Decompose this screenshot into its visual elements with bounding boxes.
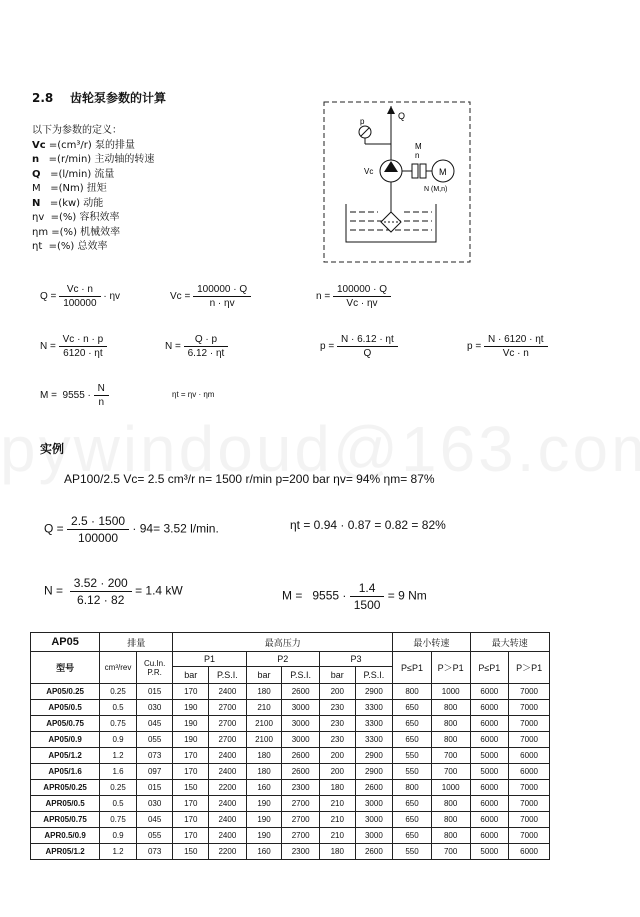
table-cell: 0.9: [100, 732, 137, 748]
p2-bar-header: bar: [246, 667, 282, 684]
torque-label: M: [415, 142, 422, 151]
table-cell: 170: [173, 764, 209, 780]
model-cell: AP05/0.9: [31, 732, 100, 748]
table-cell: 1000: [431, 684, 470, 700]
table-cell: 3000: [355, 812, 393, 828]
motor-symbol: M: [439, 167, 447, 177]
table-cell: 6000: [509, 764, 550, 780]
definitions-intro: 以下为参数的定义：: [32, 125, 122, 136]
disp-cuin-header: Cu.In. P.R.: [136, 652, 173, 684]
table-cell: 650: [393, 716, 432, 732]
model-cell: APR05/0.5: [31, 796, 100, 812]
table-row: [31, 812, 550, 828]
table-cell: 0.5: [100, 796, 137, 812]
table-cell: 2200: [209, 844, 247, 860]
max-speed-header: 最大转速: [470, 633, 550, 652]
table-cell: 180: [246, 748, 282, 764]
table-cell: 170: [173, 812, 209, 828]
table-cell: 2600: [282, 684, 320, 700]
table-cell: 3000: [282, 700, 320, 716]
table-cell: 0.25: [100, 684, 137, 700]
table-cell: 6000: [509, 748, 550, 764]
table-cell: 5000: [470, 764, 509, 780]
table-cell: 7000: [509, 812, 550, 828]
table-cell: 1.2: [100, 844, 137, 860]
model-cell: AP05/1.6: [31, 764, 100, 780]
definition-item: ηt =(%) 总效率: [32, 241, 108, 252]
table-cell: 170: [173, 684, 209, 700]
displacement-header: 排量: [100, 633, 173, 652]
table-cell: 190: [246, 828, 282, 844]
table-row: [31, 796, 550, 812]
table-cell: 2900: [355, 684, 393, 700]
model-cell: AP05/1.2: [31, 748, 100, 764]
table-cell: 3300: [355, 716, 393, 732]
table-cell: 550: [393, 764, 432, 780]
table-row: [31, 700, 550, 716]
table-cell: 170: [173, 828, 209, 844]
table-cell: 230: [319, 732, 355, 748]
table-cell: 2700: [282, 828, 320, 844]
definition-item: N =(kw) 动能: [32, 197, 104, 209]
table-cell: 2600: [355, 844, 393, 860]
table-cell: 800: [431, 828, 470, 844]
table-row: [31, 780, 550, 796]
max-pressure-header: 最高压力: [173, 633, 393, 652]
table-cell: 230: [319, 716, 355, 732]
table-cell: 1.6: [100, 764, 137, 780]
model-cell: AP05/0.75: [31, 716, 100, 732]
table-cell: 055: [136, 828, 173, 844]
table-cell: 160: [246, 780, 282, 796]
table-cell: 2700: [209, 732, 247, 748]
table-cell: 800: [431, 812, 470, 828]
table-cell: 2600: [282, 764, 320, 780]
table-cell: 1.2: [100, 748, 137, 764]
definition-item: Q =(l/min) 流量: [32, 168, 115, 180]
p1-bar-header: bar: [173, 667, 209, 684]
table-cell: 800: [431, 796, 470, 812]
p3-header: P3: [319, 652, 392, 667]
table-row: [31, 764, 550, 780]
coupling-icon: [412, 164, 418, 178]
table-cell: 6000: [470, 780, 509, 796]
table-cell: 210: [319, 828, 355, 844]
table-cell: 7000: [509, 732, 550, 748]
p3-bar-header: bar: [319, 667, 355, 684]
table-cell: 2600: [355, 780, 393, 796]
table-cell: 800: [431, 700, 470, 716]
table-cell: 055: [136, 732, 173, 748]
table-cell: 045: [136, 812, 173, 828]
definition-item: M =(Nm) 扭矩: [32, 183, 107, 194]
table-cell: 6000: [470, 812, 509, 828]
table-cell: 0.75: [100, 812, 137, 828]
model-cell: AP05/0.5: [31, 700, 100, 716]
definition-item: ηm =(%) 机械效率: [32, 226, 121, 238]
table-cell: 7000: [509, 700, 550, 716]
table-cell: 2400: [209, 796, 247, 812]
table-cell: 3000: [282, 732, 320, 748]
table-cell: 180: [319, 844, 355, 860]
table-cell: 800: [431, 732, 470, 748]
table-cell: 015: [136, 780, 173, 796]
speed-label: n: [415, 151, 420, 160]
table-cell: 210: [319, 812, 355, 828]
pump-circuit-diagram: [318, 100, 478, 270]
definition-item: n =(r/min) 主动轴的转速: [32, 154, 155, 165]
table-cell: 170: [173, 796, 209, 812]
spec-table: [30, 632, 550, 860]
table-cell: 045: [136, 716, 173, 732]
p1-header: P1: [173, 652, 246, 667]
table-cell: 6000: [470, 684, 509, 700]
model-cell: APR05/1.2: [31, 844, 100, 860]
table-cell: 2700: [282, 812, 320, 828]
table-cell: 2100: [246, 732, 282, 748]
table-cell: 2700: [282, 796, 320, 812]
formula-pressure-1: p = $\frac{N \cdot 6.12 \cdot \eta t}{Q}$: [320, 333, 398, 360]
table-cell: 700: [431, 748, 470, 764]
pump-label: Vc: [364, 167, 374, 176]
example-flow-calc: Q = $\frac{2.5 \cdot 1500}{100000}$ · 94= 3.52 l/min.: [44, 514, 219, 545]
formula-power-2: N = $\frac{Q \cdot p}{6.12 \cdot \eta t}$: [165, 333, 228, 360]
table-row: [31, 732, 550, 748]
table-cell: 2200: [209, 780, 247, 796]
table-cell: 1000: [431, 780, 470, 796]
table-cell: 6000: [470, 716, 509, 732]
table-cell: 190: [173, 700, 209, 716]
table-cell: 6000: [470, 732, 509, 748]
definitions-list: [32, 124, 154, 255]
table-cell: 6000: [470, 828, 509, 844]
table-row: [31, 684, 550, 700]
motor-label: N (M,n): [424, 186, 448, 193]
pressure-label: p: [360, 117, 365, 126]
table-cell: 6000: [509, 844, 550, 860]
table-row: [31, 716, 550, 732]
model-cell: APR05/0.25: [31, 780, 100, 796]
table-cell: 3000: [355, 828, 393, 844]
table-cell: 550: [393, 748, 432, 764]
table-cell: 2300: [282, 780, 320, 796]
definition-item: ηv =(%) 容积效率: [32, 212, 120, 223]
table-cell: 200: [319, 684, 355, 700]
table-cell: 2900: [355, 764, 393, 780]
table-cell: 3300: [355, 700, 393, 716]
table-cell: 650: [393, 796, 432, 812]
table-cell: 3000: [355, 796, 393, 812]
table-cell: 200: [319, 764, 355, 780]
max-speed-high-header: P＞P1: [509, 652, 550, 684]
table-cell: 3300: [355, 732, 393, 748]
table-cell: 2400: [209, 684, 247, 700]
formula-displacement: Vc = $\frac{100000 \cdot Q}{n \cdot \eta v}$: [170, 283, 251, 310]
p2-header: P2: [246, 652, 319, 667]
table-cell: 6000: [470, 700, 509, 716]
table-cell: 097: [136, 764, 173, 780]
table-cell: 800: [393, 684, 432, 700]
table-cell: 180: [246, 684, 282, 700]
model-cell: APR05/0.75: [31, 812, 100, 828]
p1-psi-header: P.S.I.: [209, 667, 247, 684]
table-cell: 2700: [209, 716, 247, 732]
table-row: [31, 828, 550, 844]
table-cell: 180: [246, 764, 282, 780]
formula-torque: M = 9555 · $\frac{N}{n}$: [40, 382, 109, 409]
example-heading: 实例: [40, 442, 65, 456]
example-power-calc: N = $\frac{3.52 \cdot 200}{6.12 \cdot 82}$ = 1.4 kW: [44, 576, 183, 607]
table-cell: 800: [431, 716, 470, 732]
example-efficiency-calc: ηt = 0.94 · 0.87 = 0.82 = 82%: [290, 518, 446, 532]
table-cell: 2600: [282, 748, 320, 764]
table-cell: 160: [246, 844, 282, 860]
table-header-row: [31, 652, 550, 667]
formula-total-efficiency: ηt = ηv · ηm: [172, 390, 215, 399]
p2-psi-header: P.S.I.: [282, 667, 320, 684]
table-cell: 6000: [470, 796, 509, 812]
table-cell: 550: [393, 844, 432, 860]
table-cell: 650: [393, 828, 432, 844]
definition-item: Vc =(cm³/r) 泵的排量: [32, 139, 135, 151]
series-header: AP05: [31, 633, 100, 652]
table-cell: 2400: [209, 828, 247, 844]
table-cell: 180: [319, 780, 355, 796]
table-cell: 0.9: [100, 828, 137, 844]
flow-arrow-icon: [387, 106, 395, 114]
formula-power-1: N = $\frac{Vc \cdot n \cdot p}{6120 \cdot \eta t}$: [40, 333, 107, 360]
table-cell: 073: [136, 844, 173, 860]
table-cell: 2400: [209, 748, 247, 764]
flow-label: Q: [398, 111, 406, 121]
table-cell: 3000: [282, 716, 320, 732]
table-cell: 015: [136, 684, 173, 700]
section-heading: 2.8 齿轮泵参数的计算: [32, 91, 166, 105]
table-cell: 650: [393, 700, 432, 716]
table-cell: 030: [136, 700, 173, 716]
table-cell: 150: [173, 780, 209, 796]
table-cell: 7000: [509, 716, 550, 732]
table-cell: 650: [393, 812, 432, 828]
table-cell: 230: [319, 700, 355, 716]
table-row: [31, 748, 550, 764]
table-cell: 700: [431, 764, 470, 780]
table-cell: 0.25: [100, 780, 137, 796]
table-cell: 7000: [509, 780, 550, 796]
formula-speed: n = $\frac{100000 \cdot Q}{Vc \cdot \eta v}$: [316, 283, 391, 310]
p3-psi-header: P.S.I.: [355, 667, 393, 684]
table-cell: 7000: [509, 796, 550, 812]
table-cell: 2700: [209, 700, 247, 716]
table-cell: 700: [431, 844, 470, 860]
table-cell: 2400: [209, 764, 247, 780]
table-cell: 0.75: [100, 716, 137, 732]
table-cell: 073: [136, 748, 173, 764]
table-cell: 2100: [246, 716, 282, 732]
example-parameters: AP100/2.5 Vc= 2.5 cm³/r n= 1500 r/min p=200 bar ηv= 94% ηm= 87%: [64, 472, 435, 486]
table-header-row: [31, 633, 550, 652]
table-cell: 170: [173, 748, 209, 764]
table-cell: 2900: [355, 748, 393, 764]
min-speed-low-header: P≤P1: [393, 652, 432, 684]
table-cell: 0.5: [100, 700, 137, 716]
table-cell: 2400: [209, 812, 247, 828]
model-cell: AP05/0.25: [31, 684, 100, 700]
table-cell: 190: [246, 812, 282, 828]
formula-pressure-2: p = $\frac{N \cdot 6120 \cdot \eta t}{Vc \cdot n}$: [467, 333, 548, 360]
table-cell: 2300: [282, 844, 320, 860]
disp-cm-header: cm³/rev: [100, 652, 137, 684]
table-cell: 190: [173, 716, 209, 732]
table-cell: 210: [246, 700, 282, 716]
table-cell: 800: [393, 780, 432, 796]
formula-flow: Q = $\frac{Vc \cdot n}{100000}$ · ηv: [40, 284, 121, 309]
max-speed-low-header: P≤P1: [470, 652, 509, 684]
table-cell: 650: [393, 732, 432, 748]
min-speed-high-header: P＞P1: [431, 652, 470, 684]
table-cell: 190: [173, 732, 209, 748]
table-row: [31, 844, 550, 860]
min-speed-header: 最小转速: [393, 633, 470, 652]
table-cell: 7000: [509, 684, 550, 700]
table-cell: 030: [136, 796, 173, 812]
table-cell: 5000: [470, 844, 509, 860]
table-cell: 200: [319, 748, 355, 764]
table-cell: 190: [246, 796, 282, 812]
table-cell: 150: [173, 844, 209, 860]
model-header: 型号: [31, 652, 100, 684]
table-cell: 5000: [470, 748, 509, 764]
table-cell: 210: [319, 796, 355, 812]
example-torque-calc: M = 9555 · $\frac{1.4}{1500}$ = 9 Nm: [282, 581, 427, 612]
table-cell: 7000: [509, 828, 550, 844]
model-cell: APR0.5/0.9: [31, 828, 100, 844]
